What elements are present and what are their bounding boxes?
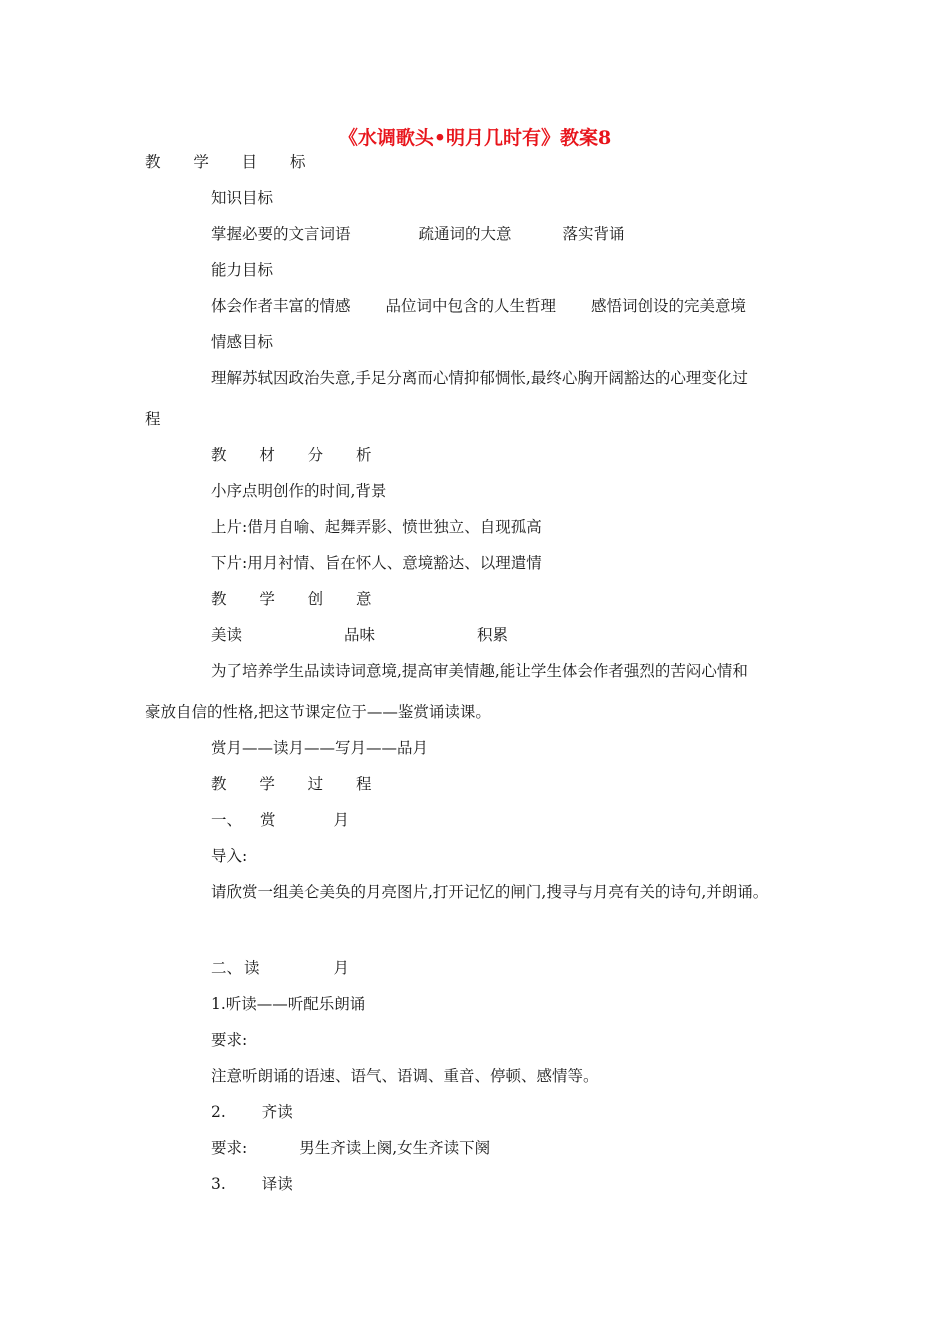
- creative-text: 为了培养学生品读诗词意境,提高审美情趣,能让学生体会作者强烈的苦闷心情和: [211, 662, 748, 680]
- section-heading-creative: 教 学 创 意: [211, 590, 386, 608]
- read3-number: 3.: [211, 1175, 226, 1193]
- section-heading-objectives: 教 学 目 标: [145, 153, 320, 171]
- step1-char: 月: [333, 811, 350, 829]
- requirement-label: 要求:: [211, 1031, 248, 1049]
- read2-number: 2.: [211, 1103, 226, 1121]
- knowledge-items: [211, 223, 625, 245]
- read3-heading: [211, 1173, 293, 1195]
- knowledge-item: 落实背诵: [562, 225, 625, 243]
- material-preface: 小序点明创作的时间,背景: [211, 482, 387, 500]
- step1-char: 赏: [260, 811, 276, 829]
- material-upper: 上片:借月自喻、起舞弄影、愤世独立、自现孤高: [211, 518, 542, 536]
- ability-heading: 能力目标: [211, 261, 274, 279]
- creative-text-continued: 豪放自信的性格,把这节课定位于——鉴赏诵读课。: [145, 703, 491, 721]
- knowledge-item: 掌握必要的文言词语: [211, 225, 351, 243]
- creative-item: 积累: [477, 626, 509, 644]
- listen-label: 1.听读——听配乐朗诵: [211, 995, 366, 1013]
- emotion-text: 理解苏轼因政治失意,手足分离而心情抑郁惆怅,最终心胸开阔豁达的心理变化过: [211, 369, 748, 387]
- ability-items: [211, 295, 746, 317]
- document-title: 《水调歌头•明月几时有》教案8: [338, 127, 612, 149]
- section-heading-material: 教 材 分 析: [211, 446, 386, 464]
- creative-items: [211, 624, 508, 646]
- step2-char: 读: [244, 959, 260, 977]
- read3-label: 译读: [261, 1175, 293, 1193]
- requirement-label: 要求:: [211, 1139, 248, 1157]
- creative-item: 品味: [344, 626, 376, 644]
- emotion-heading: 情感目标: [211, 333, 274, 351]
- section-heading-process: 教 学 过 程: [211, 775, 386, 793]
- listen-requirement: 注意听朗诵的语速、语气、语调、重音、停顿、感情等。: [211, 1067, 599, 1085]
- read2-heading: [211, 1101, 293, 1123]
- step1-number: 一、: [211, 811, 243, 829]
- ability-item: 体会作者丰富的情感: [211, 297, 351, 315]
- step2-number: 二、: [211, 959, 243, 977]
- read2-requirement-row: [211, 1137, 490, 1159]
- step2-heading: [211, 957, 349, 979]
- emotion-text-continued: 程: [145, 410, 161, 428]
- creative-flow: 赏月——读月——写月——品月: [211, 739, 429, 757]
- step2-char: 月: [333, 959, 350, 977]
- ability-item: 品位词中包含的人生哲理: [385, 297, 557, 315]
- intro-text: 请欣赏一组美仑美奂的月亮图片,打开记忆的闸门,搜寻与月亮有关的诗句,并朗诵。: [211, 883, 769, 901]
- step1-heading: [211, 809, 349, 831]
- knowledge-item: 疏通词的大意: [418, 225, 512, 243]
- read2-label: 齐读: [261, 1103, 293, 1121]
- knowledge-heading: 知识目标: [211, 189, 274, 207]
- read2-requirement: 男生齐读上阕,女生齐读下阕: [299, 1139, 491, 1157]
- intro-label: 导入:: [211, 847, 248, 865]
- ability-item: 感悟词创设的完美意境: [591, 297, 747, 315]
- material-lower: 下片:用月衬情、旨在怀人、意境豁达、以理遣情: [211, 554, 542, 572]
- creative-item: 美读: [211, 626, 243, 644]
